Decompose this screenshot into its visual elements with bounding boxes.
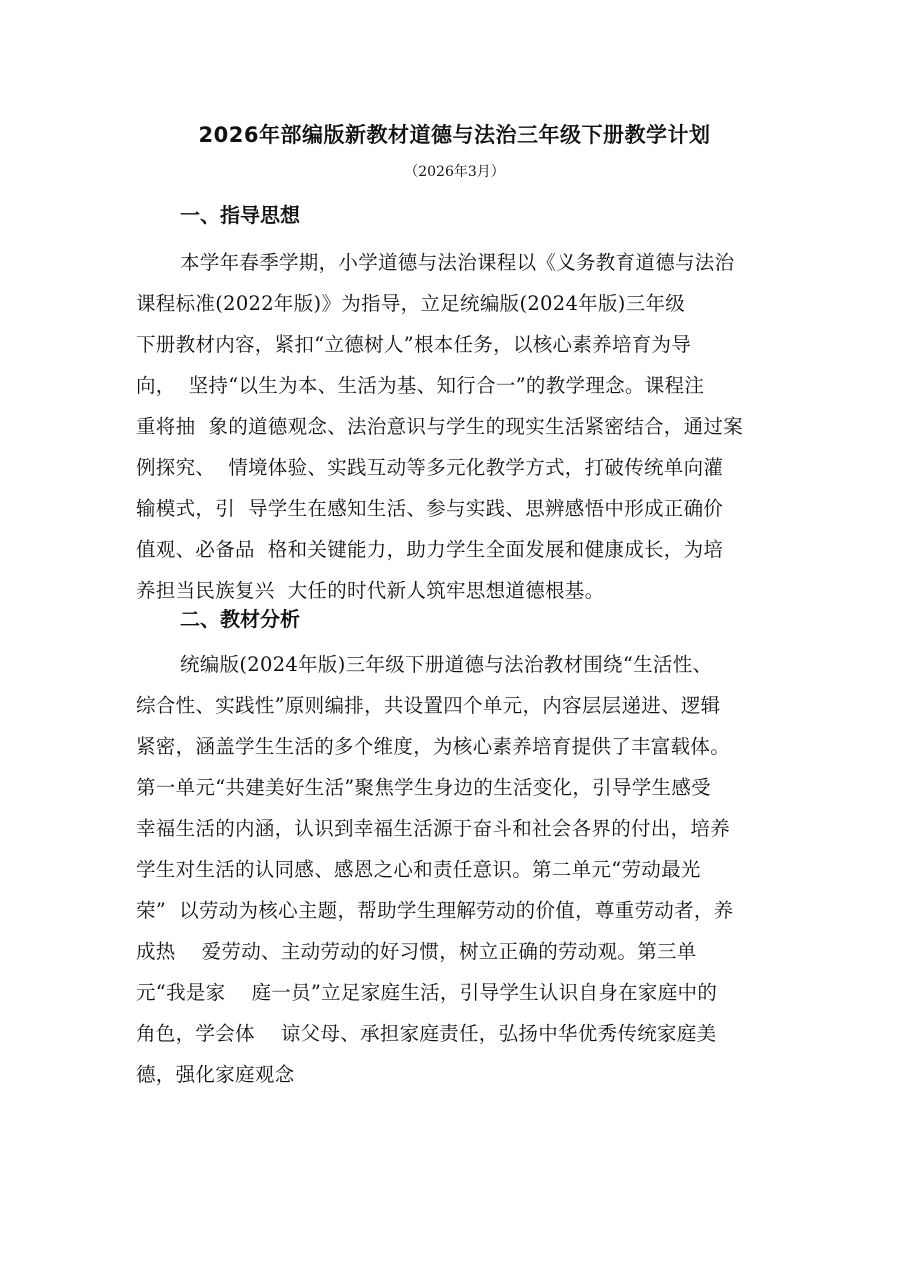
paragraph-line: 学生对生活的认同感、感恩之心和责任意识。第二单元“劳动最光 [136, 858, 701, 881]
paragraph-line: 向， 坚持“以生为本、生活为基、知行合一”的教学理念。课程注 [136, 374, 705, 397]
document-date: （2026年3月） [404, 164, 505, 180]
paragraph-line: 德，强化家庭观念 [136, 1063, 295, 1086]
document-title: 2026年部编版新教材道德与法治三年级下册教学计划 [198, 123, 711, 147]
paragraph-line: 下册教材内容，紧扣“立德树人”根本任务，以核心素养培育为导 [136, 333, 692, 356]
paragraph-line: 例探究、 情境体验、实践互动等多元化教学方式，打破传统单向灌 [136, 456, 724, 479]
paragraph-line: 重将抽 象的道德观念、法治意识与学生的现实生活紧密结合，通过案 [136, 415, 743, 438]
paragraph-line: 元“我是家 庭一员”立足家庭生活，引导学生认识自身在家庭中的 [136, 981, 718, 1004]
paragraph-line: 紧密，涵盖学生生活的多个维度，为核心素养培育提供了丰富载体。 [136, 735, 731, 758]
paragraph-line: 荣” 以劳动为核心主题，帮助学生理解劳动的价值，尊重劳动者，养 [136, 899, 734, 922]
section-body-textbook-analysis [136, 644, 796, 1095]
paragraph-line: 值观、必备品 格和关键能力，助力学生全面发展和健康成长，为培 [136, 538, 724, 561]
section-heading-textbook-analysis: 二、教材分析 [180, 607, 300, 631]
paragraph-line: 养担当民族复兴 大任的时代新人筑牢思想道德根基。 [136, 579, 605, 602]
paragraph-line: 第一单元“共建美好生活”聚焦学生身边的生活变化，引导学生感受 [136, 776, 711, 799]
paragraph-line: 本学年春季学期，小学道德与法治课程以《义务教育道德与法治 [180, 251, 735, 274]
paragraph-line: 综合性、实践性”原则编排，共设置四个单元，内容层层递进、逻辑 [136, 694, 721, 717]
paragraph-line: 成热 爱劳动、主动劳动的好习惯，树立正确的劳动观。第三单 [136, 940, 697, 963]
paragraph-line: 幸福生活的内涵，认识到幸福生活源于奋斗和社会各界的付出，培养 [136, 817, 731, 840]
section-heading-guiding-ideology: 一、指导思想 [180, 203, 300, 227]
paragraph-line: 角色，学会体 谅父母、承担家庭责任，弘扬中华优秀传统家庭美 [136, 1022, 717, 1045]
paragraph-line: 输模式，引 导学生在感知生活、参与实践、思辨感悟中形成正确价 [136, 497, 724, 520]
section-body-guiding-ideology [136, 242, 796, 611]
paragraph-line: 课程标准(2022年版)》为指导，立足统编版(2024年版)三年级 [136, 292, 686, 315]
paragraph-line: 统编版(2024年版)三年级下册道德与法治教材围绕“生活性、 [180, 653, 713, 676]
